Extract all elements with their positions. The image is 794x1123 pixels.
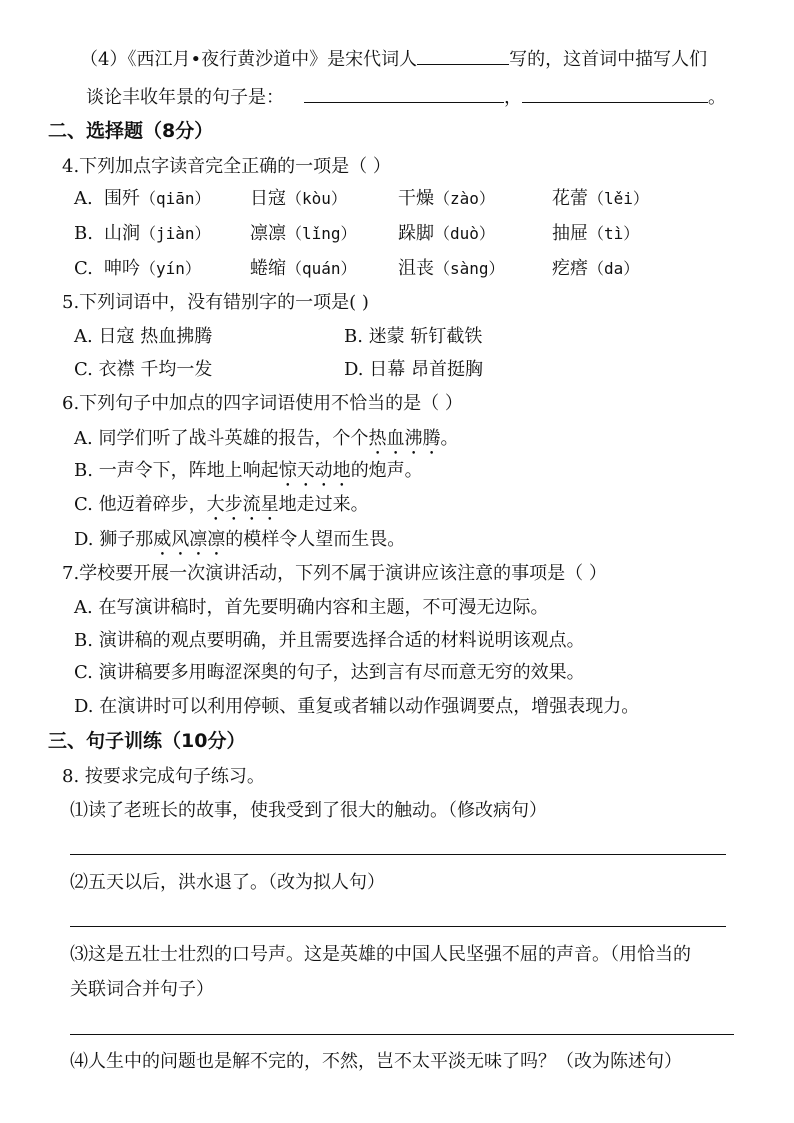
q4-c-word1: 呻吟（yín） [104,258,201,279]
q6-option-d[interactable]: D. 狮子那威风凛凛的模样令人望而生畏。 [74,529,406,550]
q5-stem: 5.下列词语中，没有错别字的一项是( ) [62,292,369,313]
q4-a-word1: 围歼（qiān） [104,188,211,209]
q4-c-label: C. [74,258,93,279]
q7-option-d[interactable]: D. 在演讲时可以利用停顿、重复或者辅以动作强调要点，增强表现力。 [74,696,640,717]
q4-stem: 4.下列加点字读音完全正确的一项是（ ） [62,156,391,177]
q8-item-4: ⑷人生中的问题也是解不完的，不然，岂不太平淡无味了吗？（改为陈述句） [70,1051,682,1072]
q5-option-c[interactable]: C. 衣襟 千均一发 [74,359,213,380]
q8-answer-line-2[interactable] [70,926,726,927]
poem-question-text-b: 写的，这首词中描写人们 [509,49,708,70]
q4-a-word3: 干燥（zào） [398,188,495,209]
q4-b-word1: 山涧（jiàn） [104,223,211,244]
q4-b-word2: 凛凛（lǐng） [250,223,357,244]
poem-question-line1 [80,46,707,73]
section3-title: 三、句子训练（10分） [48,730,246,752]
period-end: 。 [708,87,726,108]
q6-stem: 6.下列句子中加点的四字词语使用不恰当的是（ ） [62,393,463,414]
q4-c-word4: 疙瘩（da） [552,258,640,279]
q5-option-b[interactable]: B. 迷蒙 斩钉截铁 [344,326,483,347]
q4-a-word2: 日寇（kòu） [250,188,347,209]
q4-c-word3: 沮丧（sàng） [398,258,505,279]
q8-stem: 8. 按要求完成句子练习。 [62,766,265,787]
q7-option-c[interactable]: C. 演讲稿要多用晦涩深奥的句子，达到言有尽而意无穷的效果。 [74,662,585,683]
q5-option-d[interactable]: D. 日幕 昂首挺胸 [344,359,483,380]
poet-answer-blank[interactable] [417,46,509,65]
q5-option-a[interactable]: A. 日寇 热血拂腾 [74,326,213,347]
poem-question-text-c: 谈论丰收年景的句子是： [86,87,284,108]
q7-stem: 7.学校要开展一次演讲活动，下列不属于演讲应该注意的事项是（ ） [62,563,607,584]
comma-separator: ， [504,87,522,108]
q4-b-label: B. [74,223,93,244]
q8-answer-line-3[interactable] [70,1034,734,1035]
q4-b-word4: 抽屉（tì） [552,223,640,244]
q4-c-word2: 蜷缩（quán） [250,258,357,279]
poem-question-text-a: （4）《西江月•夜行黄沙道中》是宋代词人 [80,49,418,70]
q4-b-word3: 跺脚（duò） [398,223,495,244]
q4-a-word4: 花蕾（lěi） [552,188,649,209]
q8-item-3-cont: 关联词合并句子） [70,979,214,1000]
q8-item-2: ⑵五天以后，洪水退了。（改为拟人句） [70,872,385,893]
poem-question-line2 [86,84,726,111]
q8-answer-line-1[interactable] [70,854,726,855]
q7-option-b[interactable]: B. 演讲稿的观点要明确，并且需要选择合适的材料说明该观点。 [74,630,585,651]
q7-option-a[interactable]: A. 在写演讲稿时，首先要明确内容和主题，不可漫无边际。 [74,597,549,618]
section2-title: 二、选择题（8分） [48,120,214,142]
q6-option-c[interactable]: C. 他迈着碎步，大步流星地走过来。 [74,494,369,515]
q6-option-a[interactable]: A. 同学们听了战斗英雄的报告，个个热血沸腾。 [74,428,459,449]
harvest-sentence-blank-1[interactable] [304,84,504,103]
harvest-sentence-blank-2[interactable] [522,84,708,103]
q6-option-b[interactable]: B. 一声令下，阵地上响起惊天动地的炮声。 [74,460,423,481]
q8-item-3: ⑶这是五壮士壮烈的口号声。这是英雄的中国人民坚强不屈的声音。（用恰当的 [70,944,691,965]
q4-a-label: A. [74,188,93,209]
q8-item-1: ⑴读了老班长的故事，使我受到了很大的触动。（修改病句） [70,800,547,821]
